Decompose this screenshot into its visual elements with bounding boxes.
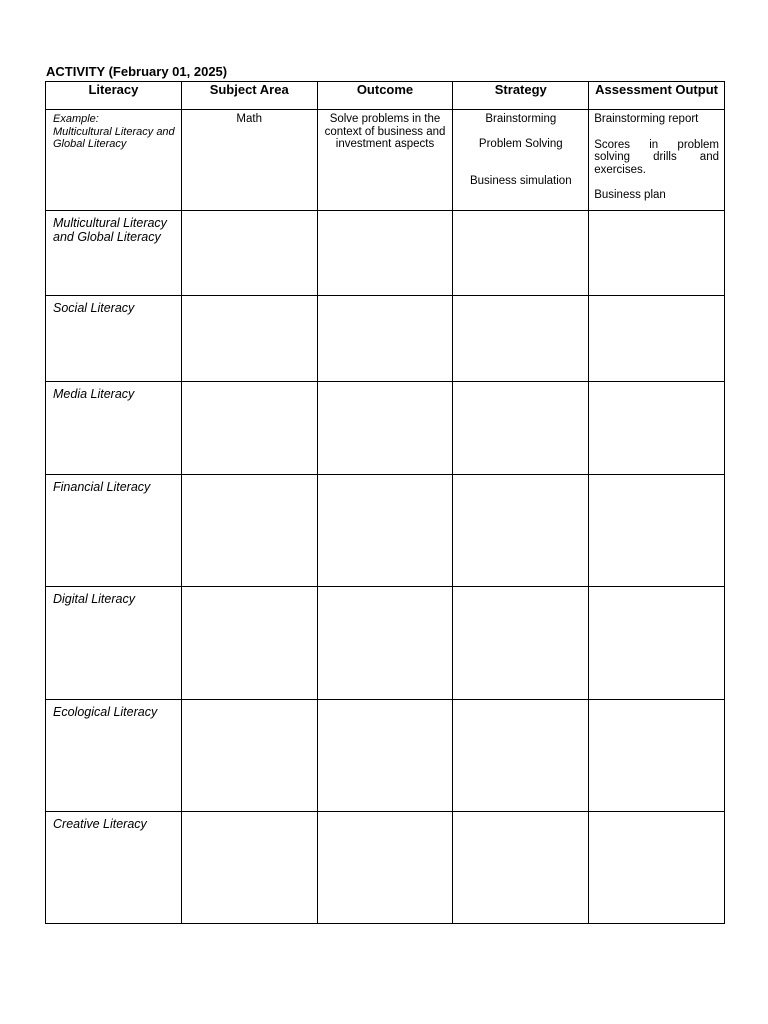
- example-strategy-item: Brainstorming: [485, 113, 557, 125]
- literacy-cell: Ecological Literacy: [46, 700, 182, 812]
- example-strategy-item: Problem Solving: [478, 138, 563, 151]
- subject-area-cell[interactable]: [181, 211, 317, 296]
- example-label: Example:: [53, 113, 99, 125]
- strategy-cell[interactable]: [453, 296, 589, 382]
- subject-area-cell[interactable]: [181, 382, 317, 475]
- subject-area-cell[interactable]: [181, 587, 317, 700]
- strategy-cell[interactable]: [453, 211, 589, 296]
- assessment-output-cell[interactable]: [589, 296, 725, 382]
- table-row: [46, 296, 725, 382]
- example-strategy-item: Business simulation: [469, 175, 572, 188]
- subject-area-cell[interactable]: [181, 475, 317, 587]
- strategy-cell[interactable]: [453, 812, 589, 924]
- header-subject-area: Subject Area: [181, 82, 317, 110]
- table-row: [46, 700, 725, 812]
- outcome-cell[interactable]: [317, 700, 453, 812]
- assessment-output-cell[interactable]: [589, 475, 725, 587]
- literacy-cell: Multicultural Literacy and Global Literacy: [46, 211, 182, 296]
- example-subject-area: Math: [181, 110, 317, 211]
- outcome-cell[interactable]: [317, 475, 453, 587]
- assessment-output-cell[interactable]: [589, 211, 725, 296]
- example-assessment-item: Scores in problem solving drills and exercises.: [594, 138, 719, 176]
- header-assessment-output: Assessment Output: [589, 82, 725, 110]
- example-assessment-item: Brainstorming report: [594, 113, 699, 125]
- example-literacy-cell: [46, 110, 182, 211]
- outcome-cell[interactable]: [317, 211, 453, 296]
- assessment-output-cell[interactable]: [589, 382, 725, 475]
- header-literacy: Literacy: [46, 82, 182, 110]
- assessment-output-cell[interactable]: [589, 812, 725, 924]
- activity-title: ACTIVITY (February 01, 2025): [46, 64, 228, 79]
- subject-area-cell[interactable]: [181, 700, 317, 812]
- activity-table: [45, 81, 725, 924]
- strategy-cell[interactable]: [453, 475, 589, 587]
- outcome-cell[interactable]: [317, 296, 453, 382]
- strategy-cell[interactable]: [453, 700, 589, 812]
- example-assessment-item: Business plan: [594, 189, 666, 202]
- subject-area-cell[interactable]: [181, 296, 317, 382]
- literacy-cell: Creative Literacy: [46, 812, 182, 924]
- table-row: [46, 211, 725, 296]
- example-strategy-cell: [453, 110, 589, 211]
- example-outcome: Solve problems in the context of business and investment aspects: [317, 110, 453, 211]
- assessment-output-cell[interactable]: [589, 700, 725, 812]
- literacy-cell: Financial Literacy: [46, 475, 182, 587]
- literacy-cell: Social Literacy: [46, 296, 182, 382]
- literacy-cell: Media Literacy: [46, 382, 182, 475]
- table-row: [46, 587, 725, 700]
- header-outcome: Outcome: [317, 82, 453, 110]
- example-assessment-cell: [589, 110, 725, 211]
- outcome-cell[interactable]: [317, 587, 453, 700]
- table-row: [46, 475, 725, 587]
- example-row: [46, 110, 725, 211]
- assessment-output-cell[interactable]: [589, 587, 725, 700]
- strategy-cell[interactable]: [453, 382, 589, 475]
- subject-area-cell[interactable]: [181, 812, 317, 924]
- header-strategy: Strategy: [453, 82, 589, 110]
- outcome-cell[interactable]: [317, 812, 453, 924]
- example-literacy: Multicultural Literacy and Global Literacy: [53, 125, 175, 151]
- outcome-cell[interactable]: [317, 382, 453, 475]
- literacy-cell: Digital Literacy: [46, 587, 182, 700]
- table-row: [46, 382, 725, 475]
- table-row: [46, 812, 725, 924]
- header-row: [46, 82, 725, 110]
- strategy-cell[interactable]: [453, 587, 589, 700]
